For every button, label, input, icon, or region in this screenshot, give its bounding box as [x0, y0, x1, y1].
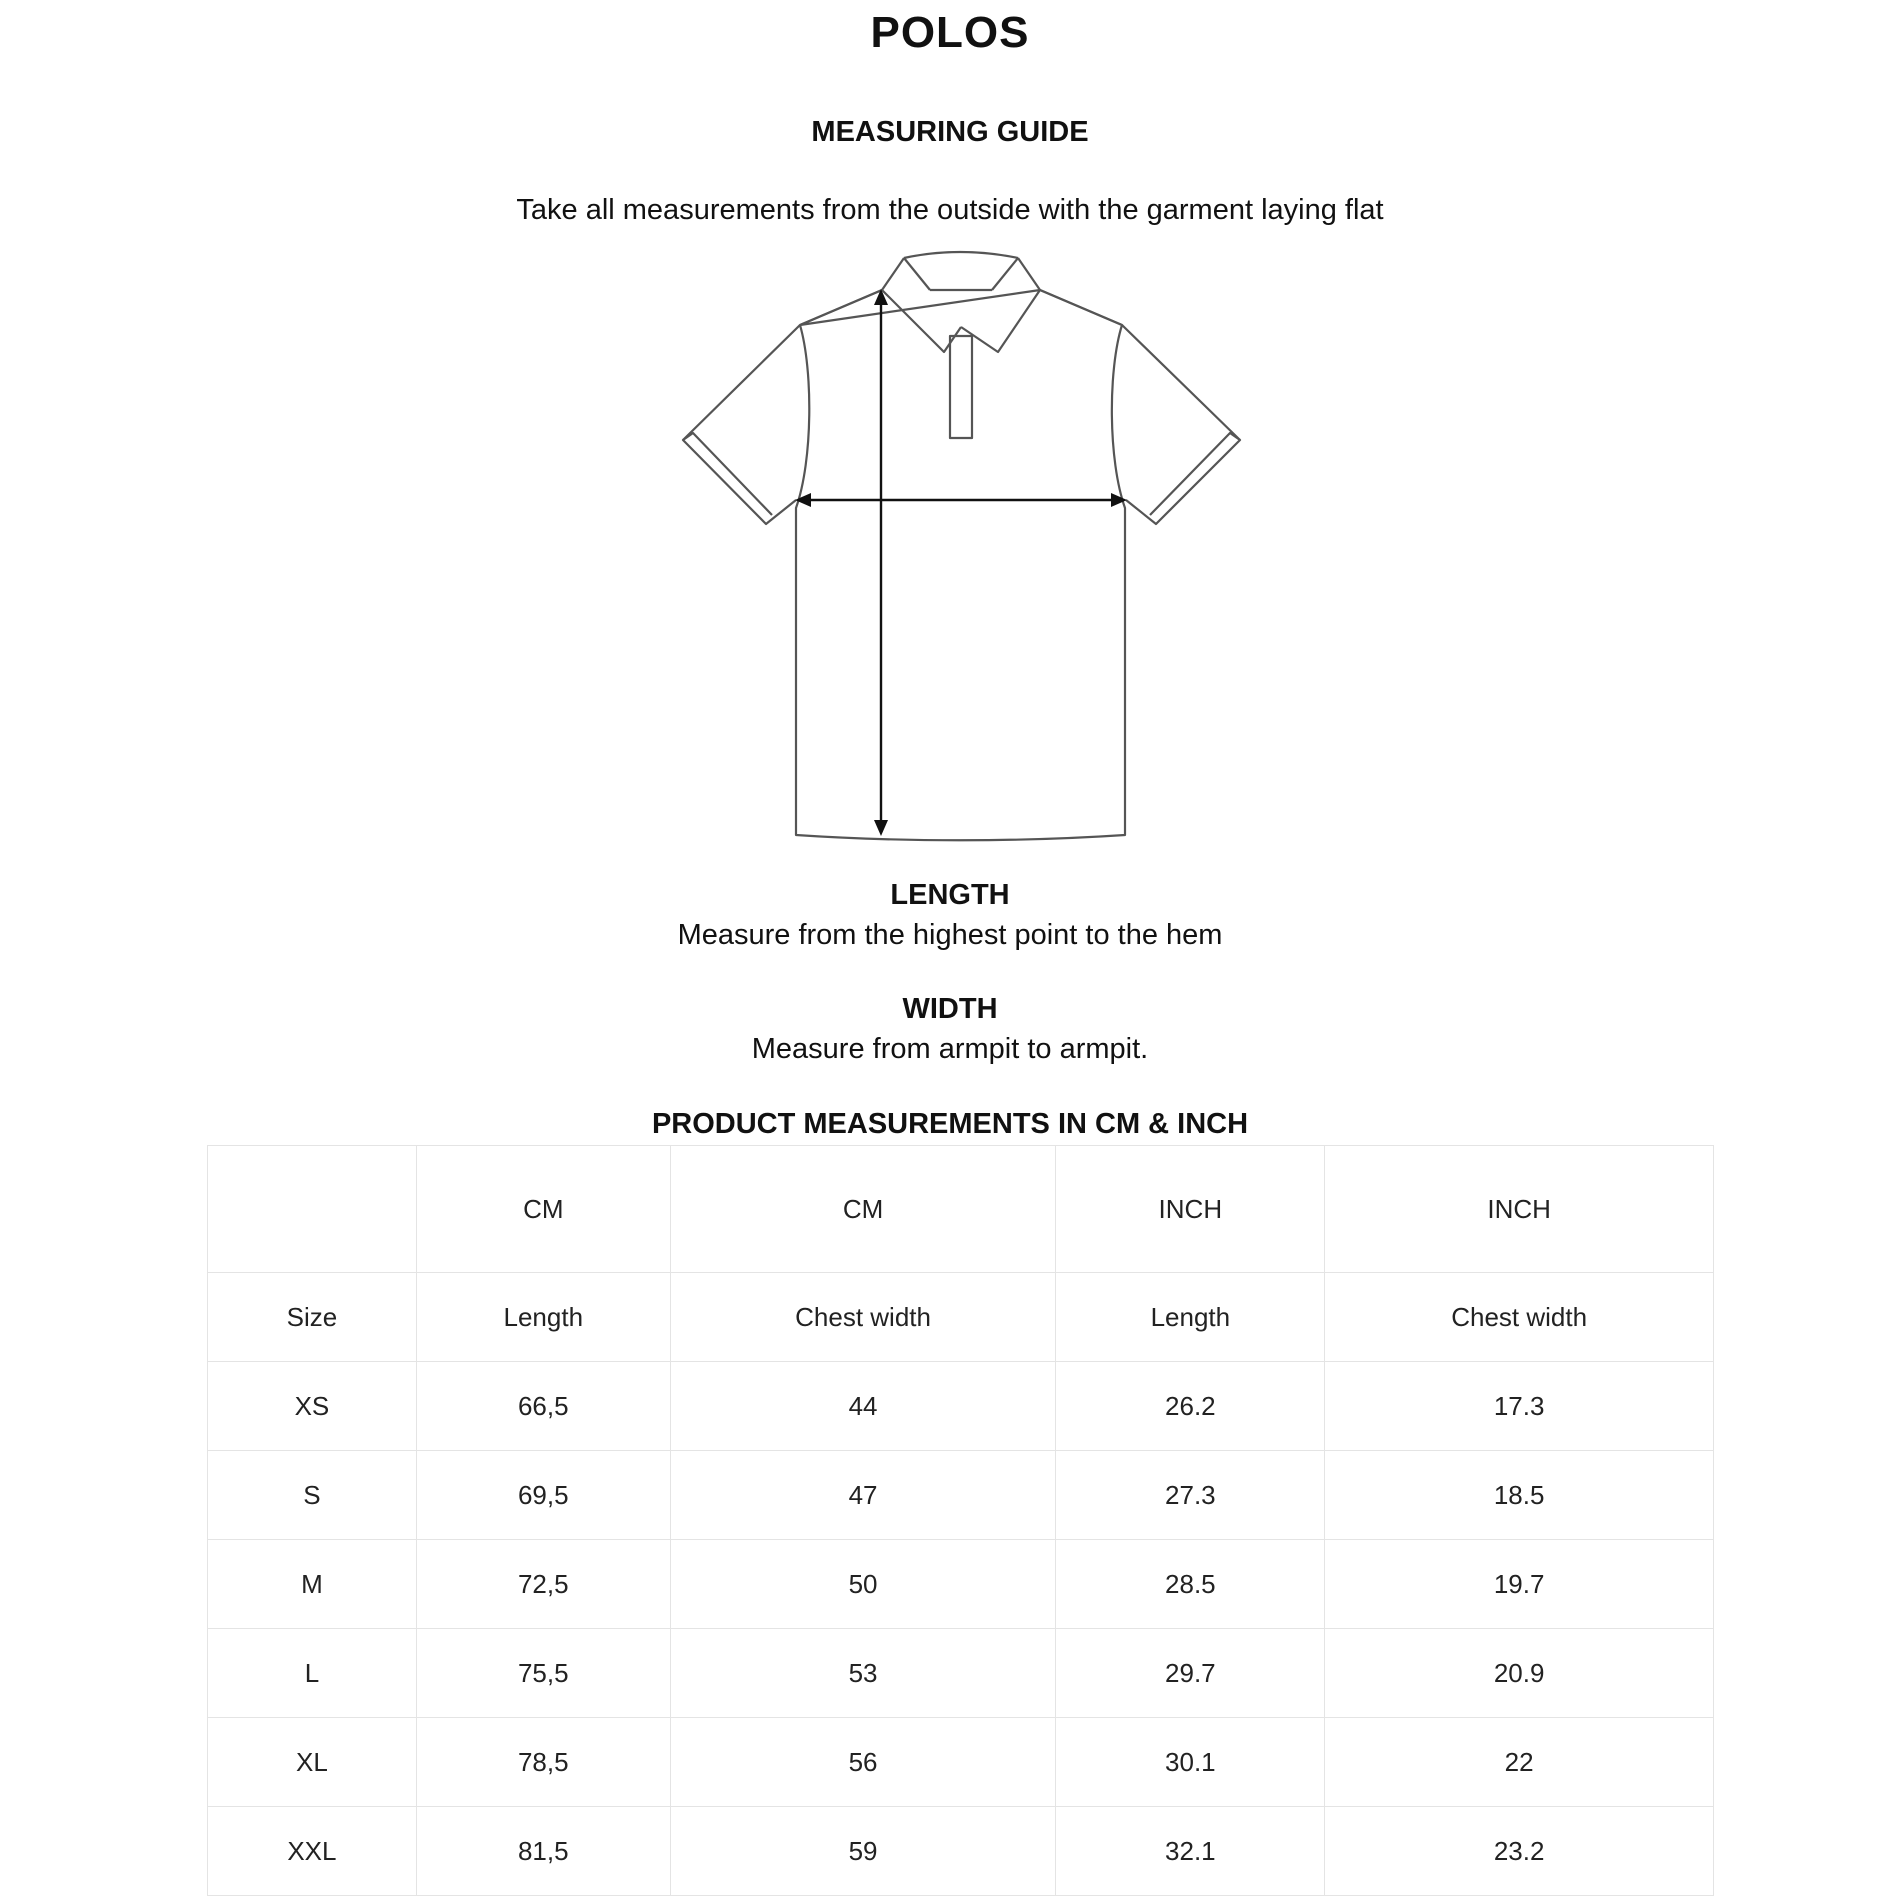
- size-table: [207, 1145, 1714, 1896]
- horizontal-double-arrow-icon: [795, 493, 1127, 507]
- table-cell: 18.5: [1325, 1451, 1714, 1540]
- width-heading: WIDTH: [902, 993, 998, 1025]
- shirt-body-outline: [796, 290, 1125, 840]
- measuring-guide-heading: MEASURING GUIDE: [811, 116, 1089, 148]
- table-cell: 72,5: [416, 1540, 670, 1629]
- table-cell: 78,5: [416, 1718, 670, 1807]
- measuring-instruction: Take all measurements from the outside with the garment laying flat: [516, 194, 1384, 226]
- size-cell: XL: [208, 1718, 417, 1807]
- collar-back: [904, 252, 1018, 258]
- unit-header-cell: [208, 1146, 417, 1273]
- polo-shirt-diagram: [0, 0, 1900, 860]
- width-description: Measure from armpit to armpit.: [751, 1033, 1149, 1065]
- table-cell: 32.1: [1056, 1807, 1325, 1896]
- table-cell: 81,5: [416, 1807, 670, 1896]
- size-cell: M: [208, 1540, 417, 1629]
- unit-header-cell: INCH: [1056, 1146, 1325, 1273]
- table-cell: 53: [670, 1629, 1056, 1718]
- table-row: [208, 1362, 1714, 1451]
- table-row: [208, 1807, 1714, 1896]
- table-cell: 56: [670, 1718, 1056, 1807]
- table-row: [208, 1629, 1714, 1718]
- table-cell: 22: [1325, 1718, 1714, 1807]
- table-row: [208, 1540, 1714, 1629]
- unit-header-cell: CM: [670, 1146, 1056, 1273]
- table-cell: 30.1: [1056, 1718, 1325, 1807]
- unit-header-cell: INCH: [1325, 1146, 1714, 1273]
- collar-inner-left: [904, 258, 930, 290]
- table-cell: 26.2: [1056, 1362, 1325, 1451]
- table-cell: 59: [670, 1807, 1056, 1896]
- table-cell: 27.3: [1056, 1451, 1325, 1540]
- right-shoulder: [1040, 290, 1122, 325]
- vertical-double-arrow-icon: [874, 289, 888, 836]
- table-cell: 19.7: [1325, 1540, 1714, 1629]
- column-header-cell: Length: [1056, 1273, 1325, 1362]
- left-sleeve-cuff: [683, 433, 772, 515]
- size-cell: L: [208, 1629, 417, 1718]
- unit-header-row: [208, 1146, 1714, 1273]
- right-sleeve-cuff: [1150, 433, 1240, 515]
- table-title: PRODUCT MEASUREMENTS IN CM & INCH: [651, 1108, 1249, 1140]
- table-cell: 20.9: [1325, 1629, 1714, 1718]
- column-header-cell: Chest width: [670, 1273, 1056, 1362]
- column-header-cell: Chest width: [1325, 1273, 1714, 1362]
- page-title: POLOS: [870, 8, 1030, 57]
- size-cell: XXL: [208, 1807, 417, 1896]
- table-cell: 69,5: [416, 1451, 670, 1540]
- table-row: [208, 1718, 1714, 1807]
- collar-inner-right: [992, 258, 1018, 290]
- size-cell: S: [208, 1451, 417, 1540]
- table-cell: 75,5: [416, 1629, 670, 1718]
- length-description: Measure from the highest point to the hem: [677, 919, 1223, 951]
- column-header-row: [208, 1273, 1714, 1362]
- table-cell: 28.5: [1056, 1540, 1325, 1629]
- table-row: [208, 1451, 1714, 1540]
- polo-shirt-icon: [683, 252, 1240, 840]
- size-cell: XS: [208, 1362, 417, 1451]
- placket: [950, 336, 972, 438]
- table-cell: 29.7: [1056, 1629, 1325, 1718]
- table-cell: 50: [670, 1540, 1056, 1629]
- length-heading: LENGTH: [890, 879, 1010, 911]
- right-sleeve: [1122, 325, 1240, 524]
- table-cell: 66,5: [416, 1362, 670, 1451]
- column-header-cell: Length: [416, 1273, 670, 1362]
- table-cell: 44: [670, 1362, 1056, 1451]
- table-cell: 47: [670, 1451, 1056, 1540]
- table-cell: 17.3: [1325, 1362, 1714, 1451]
- left-sleeve: [683, 325, 800, 524]
- table-cell: 23.2: [1325, 1807, 1714, 1896]
- column-header-cell: Size: [208, 1273, 417, 1362]
- unit-header-cell: CM: [416, 1146, 670, 1273]
